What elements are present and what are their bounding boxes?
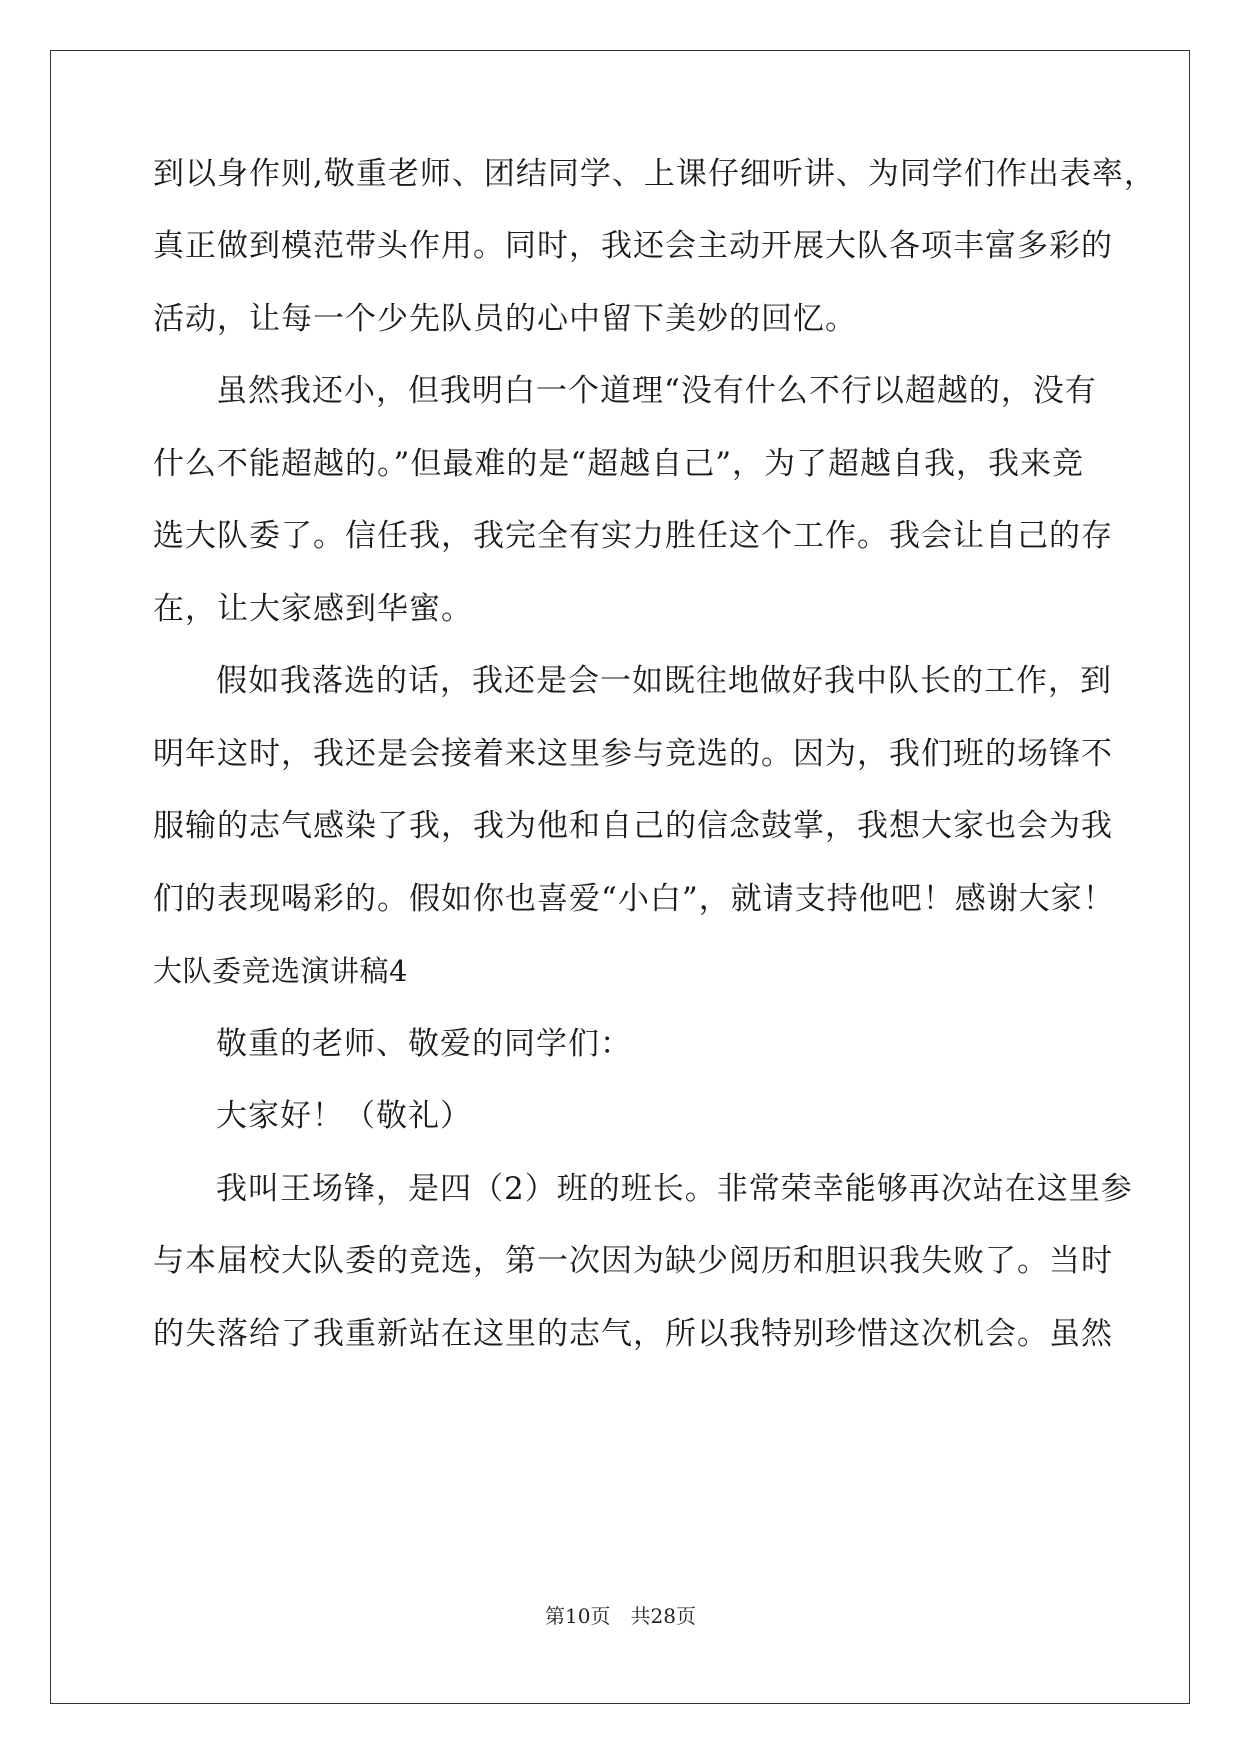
body-text-line: 明年这时，我还是会接着来这里参与竞选的。因为，我们班的场锋不 — [153, 736, 1113, 772]
section-heading: 大队委竞选演讲稿4 — [153, 954, 408, 988]
body-text-line: 与本届校大队委的竞选，第一次因为缺少阅历和胆识我失败了。当时 — [153, 1243, 1113, 1279]
salutation-line: 敬重的老师、敬爱的同学们： — [216, 1026, 632, 1062]
body-text-line: 什么不能超越的。”但最难的是“超越自己”，为了超越自我，我来竞 — [153, 446, 1085, 482]
body-text-line: 们的表现喝彩的。假如你也喜爱“小白”，就请支持他吧！感谢大家！ — [153, 881, 1115, 917]
page-footer: 第10页 共28页 — [545, 1604, 696, 1628]
body-text-line: 服输的志气感染了我，我为他和自己的信念鼓掌，我想大家也会为我 — [153, 808, 1113, 844]
body-text-line: 真正做到模范带头作用。同时，我还会主动开展大队各项丰富多彩的 — [153, 228, 1113, 264]
body-text-line: 选大队委了。信任我，我完全有实力胜任这个工作。我会让自己的存 — [153, 518, 1113, 554]
body-text-line: 到以身作则,敬重老师、团结同学、上课仔细听讲、为同学们作出表率， — [153, 156, 1156, 192]
body-text-line: 的失落给了我重新站在这里的志气，所以我特别珍惜这次机会。虽然 — [153, 1316, 1113, 1352]
paragraph-start-line: 虽然我还小，但我明白一个道理“没有什么不行以超越的，没有 — [216, 373, 1097, 409]
paragraph-start-line: 我叫王场锋，是四（2）班的班长。非常荣幸能够再次站在这里参 — [216, 1171, 1133, 1207]
paragraph-start-line: 假如我落选的话，我还是会一如既往地做好我中队长的工作，到 — [216, 663, 1112, 699]
body-text-line: 在，让大家感到华蜜。 — [153, 591, 473, 627]
body-text-line: 活动，让每一个少先队员的心中留下美妙的回忆。 — [153, 301, 857, 337]
greeting-line: 大家好！（敬礼） — [216, 1098, 472, 1134]
